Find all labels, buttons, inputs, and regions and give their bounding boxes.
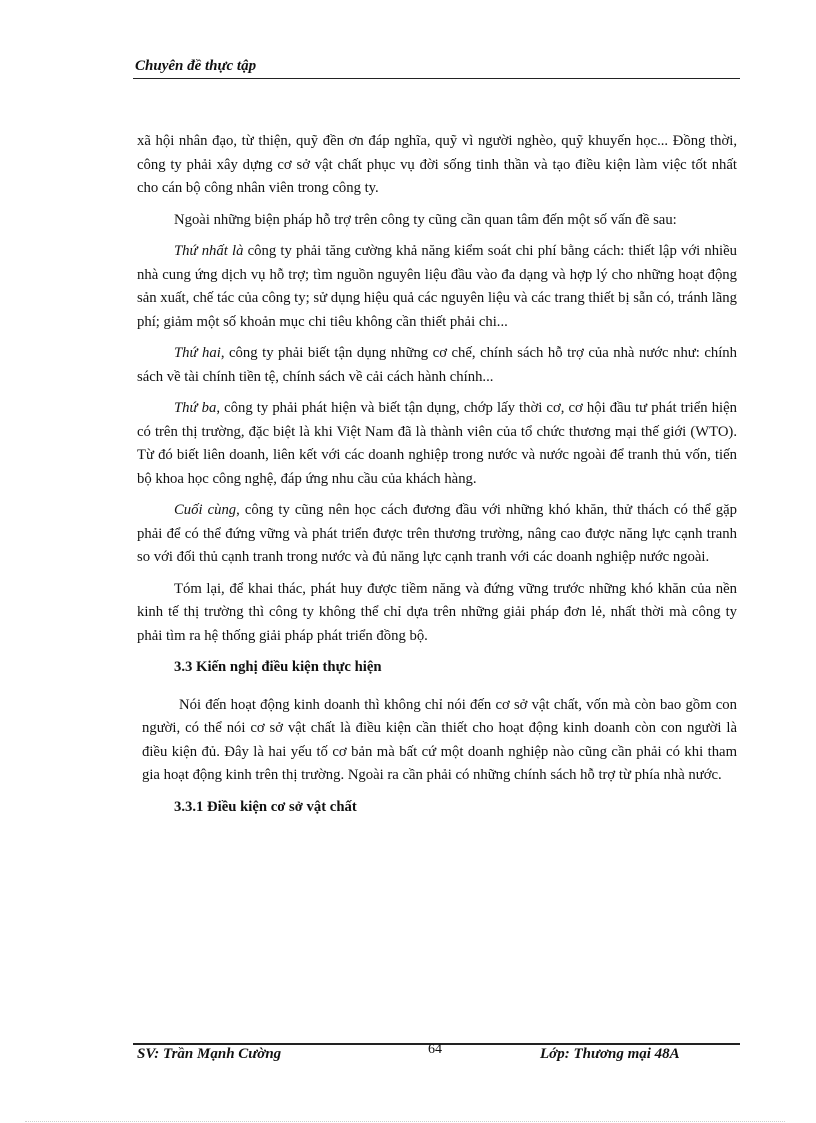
subsection-heading: 3.3.1 Điều kiện cơ sở vật chất [174,798,357,815]
paragraph-text: , công ty phải phát hiện và biết tận dụng, chớp lấy thời cơ, cơ hội đầu tư phát triển hiện có trên thị trường, đặc biệt là khi Việt Nam đã là thành viên của tổ chức thương mại thế giới (WTO). Từ đó biết liên doanh, liên kết với các doanh nghiệp trong nước và nước ngoài để tranh thủ vốn, tiến bộ khoa học công nghệ, đáp ứng nhu cầu của khách hàng. [137,400,737,487]
paragraph: Nói đến hoạt động kinh doanh thì không chỉ nói đến cơ sở vật chất, vốn mà còn bao gồm con người, có thể nói cơ sở vật chất là điều kiện cần thiết cho hoạt động kinh doanh còn con người là điều kiện đủ. Đây là hai yếu tố cơ bản mà bất cứ một doanh nghiệp nào cũng cần phải có khi tham gia hoạt động kinh trên thị trường. Ngoài ra cần phải có những chính sách hỗ trợ từ phía nhà nước. [142,696,737,783]
header-title: Chuyên đề thực tập [135,58,257,74]
paragraph-text: , công ty cũng nên học cách đương đầu với những khó khăn, thử thách có thể gặp phải để có thể đứng vững và phát triển được trên thương trường, nâng cao được năng lực cạnh tranh so với đối thủ cạnh tranh trong nước và đủ năng lực cạnh tranh với các doanh nghiệp nước ngoài. [137,502,737,565]
page-number: 64 [428,1042,442,1057]
paragraph-text: , công ty phải biết tận dụng những cơ chế, chính sách hỗ trợ của nhà nước như: chính sách về tài chính tiền tệ, chính sách về cải cách hành chính... [137,345,737,385]
page-edge [25,1121,785,1122]
paragraph [137,240,737,334]
header-rule [133,78,740,79]
paragraph-lead: Cuối cùng [174,502,237,518]
body-text [137,130,737,833]
paragraph-lead: Thứ ba [174,400,217,416]
paragraph: Ngoài những biện pháp hỗ trợ trên công ty cũng cần quan tâm đến một số vấn đề sau: [174,211,677,228]
paragraph [137,397,737,491]
paragraph [137,342,737,389]
paragraph: xã hội nhân đạo, từ thiện, quỹ đền ơn đáp nghĩa, quỹ vì người nghèo, quỹ khuyến học... Đồng thời, công ty phải xây dựng cơ sở vật chất phục vụ đời sống tinh thần và tạo điều kiện làm việc tốt nhất cho cán bộ công nhân viên trong công ty. [137,133,737,196]
paragraph: Tóm lại, để khai thác, phát huy được tiềm năng và đứng vững trước những khó khăn của nền kinh tế thị trường thì công ty không thể chỉ dựa trên những giải pháp đơn lẻ, nhất thời mà công ty phải tìm ra hệ thống giải pháp phát triển đồng bộ. [137,580,737,644]
paragraph-text: công ty phải tăng cường khả năng kiểm soát chi phí bằng cách: thiết lập với nhiều nhà cung ứng dịch vụ hỗ trợ; tìm nguồn nguyên liệu đầu vào đa dạng và hợp lý cho những hoạt động sản xuất, chế tác của công ty; sử dụng hiệu quả các nguyên liệu và các trang thiết bị sẵn có, tránh lãng phí; giảm một số khoản mục chi tiêu không cần thiết phải chi... [137,243,737,330]
section-heading: 3.3 Kiến nghị điều kiện thực hiện [174,659,382,675]
paragraph [137,499,737,570]
paragraph-lead: Thứ nhất là [174,243,244,259]
paragraph-lead: Thứ hai [174,345,221,361]
footer-author: SV: Trần Mạnh Cường [137,1046,282,1062]
footer-class: Lớp: Thương mại 48A [540,1046,680,1062]
